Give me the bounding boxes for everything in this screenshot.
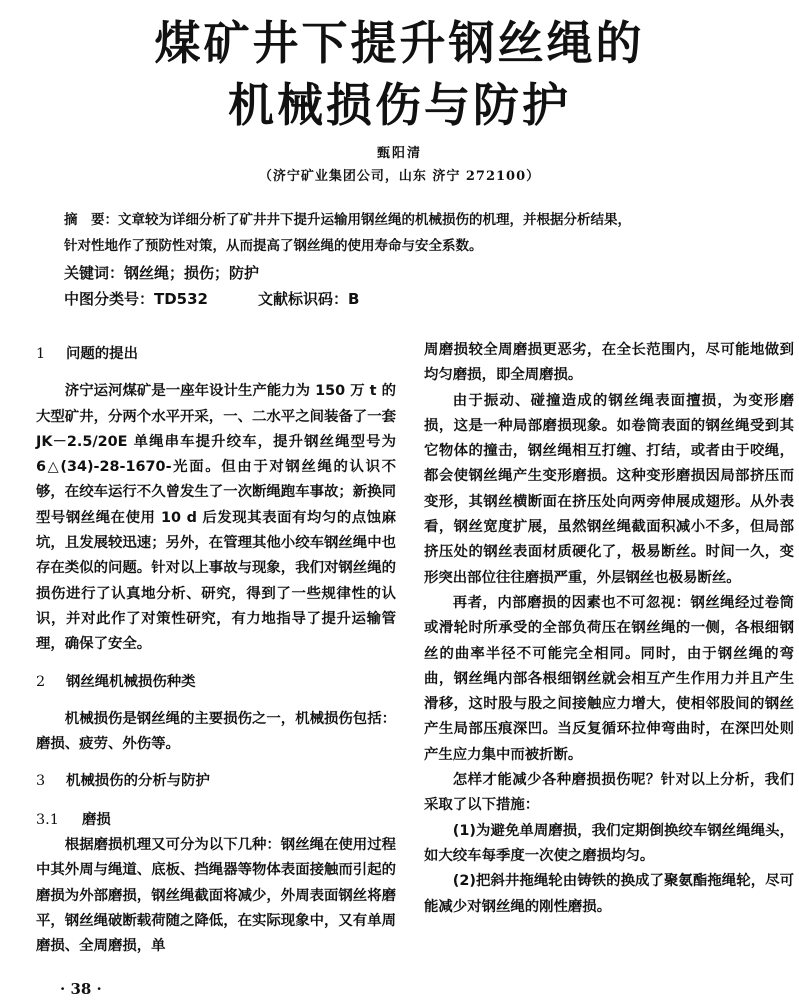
abstract-line-2: 针对性地作了预防性对策，从而提高了钢丝绳的使用寿命与安全系数。 [64, 238, 483, 254]
paragraph: 根据磨损机理又可分为以下几种：钢丝绳在使用过程中其外周与绳道、底板、挡绳器等物体表面接触而引起的磨损为外部磨损，钢丝绳截面将减少，外周表面钢丝将磨平，钢丝绳破断载荷随之降低，在实际现象中，又有单周磨损、全周磨损，单 [36, 837, 396, 955]
abstract-label: 摘 要： [64, 212, 118, 228]
section-heading-2 [36, 670, 396, 695]
classification-number: 中图分类号：TD532 [64, 290, 208, 308]
paragraph: 周磨损较全周磨损更恶劣，在全长范围内，尽可能地做到均匀磨损，即全周磨损。 [424, 342, 794, 384]
section-number: 1 [36, 346, 46, 362]
section-number: 2 [36, 673, 46, 690]
article-title-line-2: 机械损伤与防护 [228, 78, 571, 132]
paragraph: (2)把斜井拖绳轮由铸铁的换成了聚氨酯拖绳轮，尽可能减少对钢丝绳的刚性磨损。 [424, 873, 794, 915]
right-column [424, 338, 794, 920]
section-title: 钢丝绳机械损伤种类 [66, 673, 196, 690]
affiliation: （济宁矿业集团公司，山东 济宁 272100） [258, 169, 541, 184]
left-column [36, 338, 396, 960]
abstract-text-1: 文章较为详细分析了矿井井下提升运输用钢丝绳的机械损伤的机理，并根据分析结果， [118, 212, 631, 228]
page-number: · 38 · [60, 980, 102, 998]
section-number: 3 [36, 773, 46, 790]
author: 甄阳清 [376, 146, 422, 161]
subsection-number: 3.1 [36, 811, 59, 828]
paragraph: 由于振动、碰撞造成的钢丝绳表面擅损，为变形磨损，这是一种局部磨损现象。如卷筒表面的钢丝绳受到其它物体的撞击，钢丝绳相互打缠、打结，或者由于咬绳，都会使钢丝绳产生变形磨损。这种变形磨损因局部挤压而变形，其钢丝横断面在挤压处向两旁伸展成翅形。从外表看，钢丝宽度扩展，虽然钢丝绳截面积减小不多，但局部挤压处的钢丝表面材质硬化了，极易断丝。时间一久，变形突出部位往往磨损严重，外层钢丝也极易断丝。 [424, 392, 794, 586]
subsection-heading-3-1 [36, 807, 396, 833]
section-heading-1 [36, 342, 396, 367]
section-title: 机械损伤的分析与防护 [66, 773, 210, 790]
paragraph: (1)为避免单周磨损，我们定期倒换绞车钢丝绳绳头，如大绞车每季度一次使之磨损均匀。 [424, 822, 794, 864]
section-heading-3 [36, 769, 396, 794]
paragraph: 怎样才能减少各种磨损损伤呢？针对以上分析，我们采取了以下措施： [424, 772, 794, 814]
section-title: 问题的提出 [66, 346, 138, 362]
classification-line [64, 286, 359, 312]
paragraph: 机械损伤是钢丝绳的主要损伤之一，机械损伤包括：磨损、疲劳、外伤等。 [36, 710, 396, 753]
paragraph: 济宁运河煤矿是一座年设计生产能力为 150 万 t 的大型矿井，分两个水平开采，一、二水平之间装备了一套 JK－2.5/20E 单绳串车提升绞车，提升钢丝绳型号为 6△(34)-28-1670-光面。但由于对钢丝绳的认识不够，在绞车运行不久曾发生了一次断绳跑车事故；新换同型号钢丝绳在使用 10 d 后发现其表面有均匀的点蚀麻坑，且发展较迅速；另外，在管理其他小绞车钢丝绳中也存在类似的问题。针对以上事故与现象，我们对钢丝绳的损伤进行了认真地分析、研究，得到了一些规律性的认识，并对此作了对策性研究，有力地指导了提升运输管理，确保了安全。 [36, 383, 396, 653]
article-title-line-1: 煤矿井下提升钢丝绳的 [154, 16, 645, 70]
document-code: 文献标识码：B [258, 290, 360, 308]
paragraph: 再者，内部磨损的因素也不可忽视：钢丝绳经过卷筒或滑轮时所承受的全部负荷压在钢丝绳的一侧，各根细钢丝的曲率半径不可能完全相同。同时，由于钢丝绳的弯曲，钢丝绳内部各根细钢丝就会相互产生作用力并且产生滑移，这时股与股之间接触应力增大，使相邻股间的钢丝产生局部压痕深凹。当反复循环拉伸弯曲时，在深凹处则产生应力集中而被折断。 [424, 594, 794, 763]
abstract-line-1 [64, 207, 764, 233]
subsection-title: 磨损 [82, 810, 111, 828]
keywords: 关键词：钢丝绳；损伤；防护 [64, 264, 260, 282]
